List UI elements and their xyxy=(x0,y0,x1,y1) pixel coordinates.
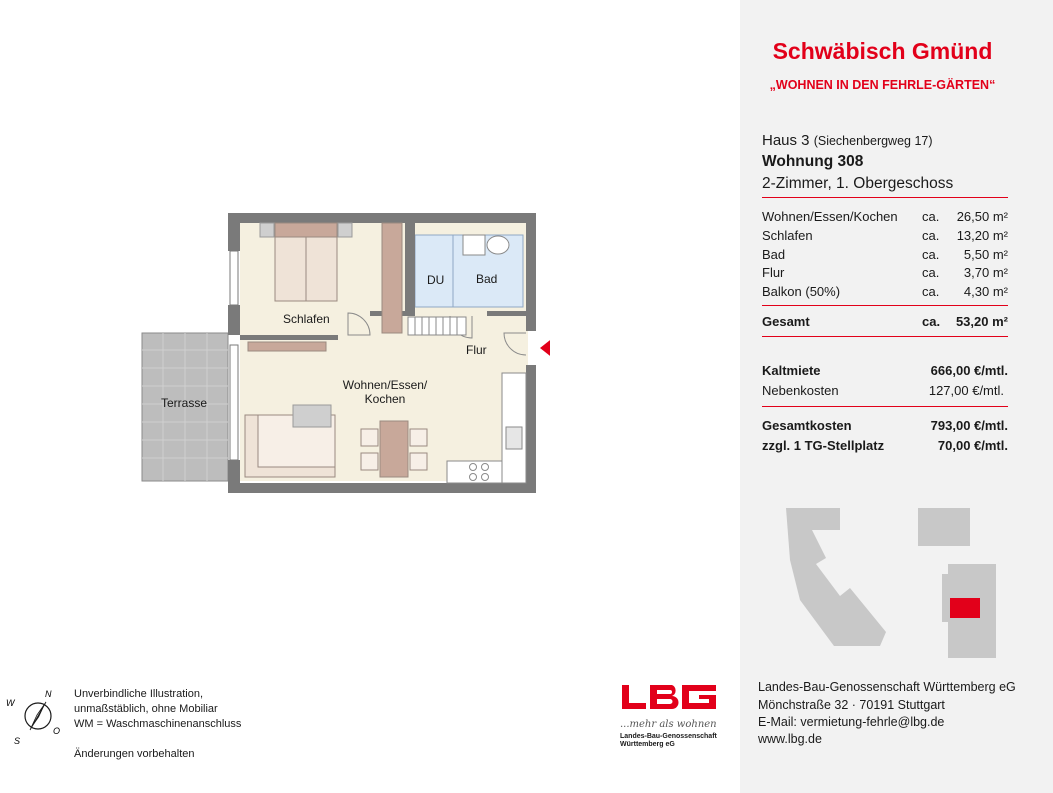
label-wohnen-line1: Wohnen/Essen/ xyxy=(342,378,428,392)
kaltmiete-row: Kaltmiete 666,00 €/mtl. xyxy=(762,363,1008,378)
label-flur: Flur xyxy=(466,343,487,357)
haus-label: Haus 3 xyxy=(762,132,810,149)
building-block xyxy=(918,508,970,546)
page-subtitle: „WOHNEN IN DEN FEHRLE-GÄRTEN“ xyxy=(769,78,996,92)
logo-name2: Württemberg eG xyxy=(620,741,675,748)
divider xyxy=(762,305,1008,306)
total-row: Gesamt ca. 53,20 m² xyxy=(762,314,1008,329)
note-line4: Änderungen vorbehalten xyxy=(74,748,195,760)
compass-icon xyxy=(6,686,70,750)
gesamtkosten-row: Gesamtkosten 793,00 €/mtl. xyxy=(762,418,1008,433)
building-block xyxy=(786,508,886,646)
label-wohnen-line2: Kochen xyxy=(364,392,406,406)
divider xyxy=(762,406,1008,407)
notes xyxy=(74,687,241,762)
wohnung-number: Wohnung 308 xyxy=(762,153,864,170)
divider xyxy=(762,197,1008,198)
label-wohnen xyxy=(330,378,440,406)
floor-plan xyxy=(130,205,550,505)
nebenkosten-row: Nebenkosten 127,00 €/mtl. xyxy=(762,383,1004,398)
compass-o: O xyxy=(53,726,61,736)
area-row: Schlafen ca. 13,20 m² xyxy=(762,228,1008,243)
compass-s: S xyxy=(14,736,21,746)
entrance-arrow-icon xyxy=(540,337,550,359)
area-row: Wohnen/Essen/Kochen ca. 26,50 m² xyxy=(762,209,1008,224)
unit-marker xyxy=(950,598,980,618)
compass-w: W xyxy=(6,698,15,708)
area-row: Flur ca. 3,70 m² xyxy=(762,265,1008,280)
label-du: DU xyxy=(427,273,445,287)
logo-name1: Landes-Bau-Genossenschaft xyxy=(620,733,717,740)
haus-street: (Siechenbergweg 17) xyxy=(813,134,933,148)
divider xyxy=(762,336,1008,337)
area-row: Balkon (50%) ca. 4,30 m² xyxy=(762,284,1008,299)
label-terrasse: Terrasse xyxy=(161,396,208,410)
contact-web[interactable]: www.lbg.de xyxy=(758,732,822,746)
compass-n: N xyxy=(45,689,52,699)
info-panel xyxy=(740,0,1053,793)
contact-company: Landes-Bau-Genossenschaft Württemberg eG xyxy=(758,680,1016,694)
area-row: Bad ca. 5,50 m² xyxy=(762,247,1008,262)
contact-email[interactable]: E-Mail: vermietung-fehrle@lbg.de xyxy=(758,715,945,729)
site-plan xyxy=(770,500,1010,665)
contact-address: Mönchstraße 32 · 70191 Stuttgart xyxy=(758,698,945,712)
dining-table xyxy=(380,421,408,477)
note-line1: Unverbindliche Illustration, xyxy=(74,688,204,700)
label-bad: Bad xyxy=(476,272,498,286)
haus-line xyxy=(762,132,933,149)
lbg-mark-icon xyxy=(620,682,718,712)
wardrobe xyxy=(382,223,402,333)
note-line2: unmaßstäblich, ohne Mobiliar xyxy=(74,703,218,715)
note-line3: WM = Waschmaschinenanschluss xyxy=(74,718,242,730)
page-title: Schwäbisch Gmünd xyxy=(772,38,993,64)
lbg-logo xyxy=(620,682,720,749)
label-schlafen: Schlafen xyxy=(283,312,330,326)
logo-slogan: ...mehr als wohnen xyxy=(620,719,717,730)
wohnung-type: 2-Zimmer, 1. Obergeschoss xyxy=(762,175,954,192)
stellplatz-row: zzgl. 1 TG-Stellplatz 70,00 €/mtl. xyxy=(762,438,1008,453)
